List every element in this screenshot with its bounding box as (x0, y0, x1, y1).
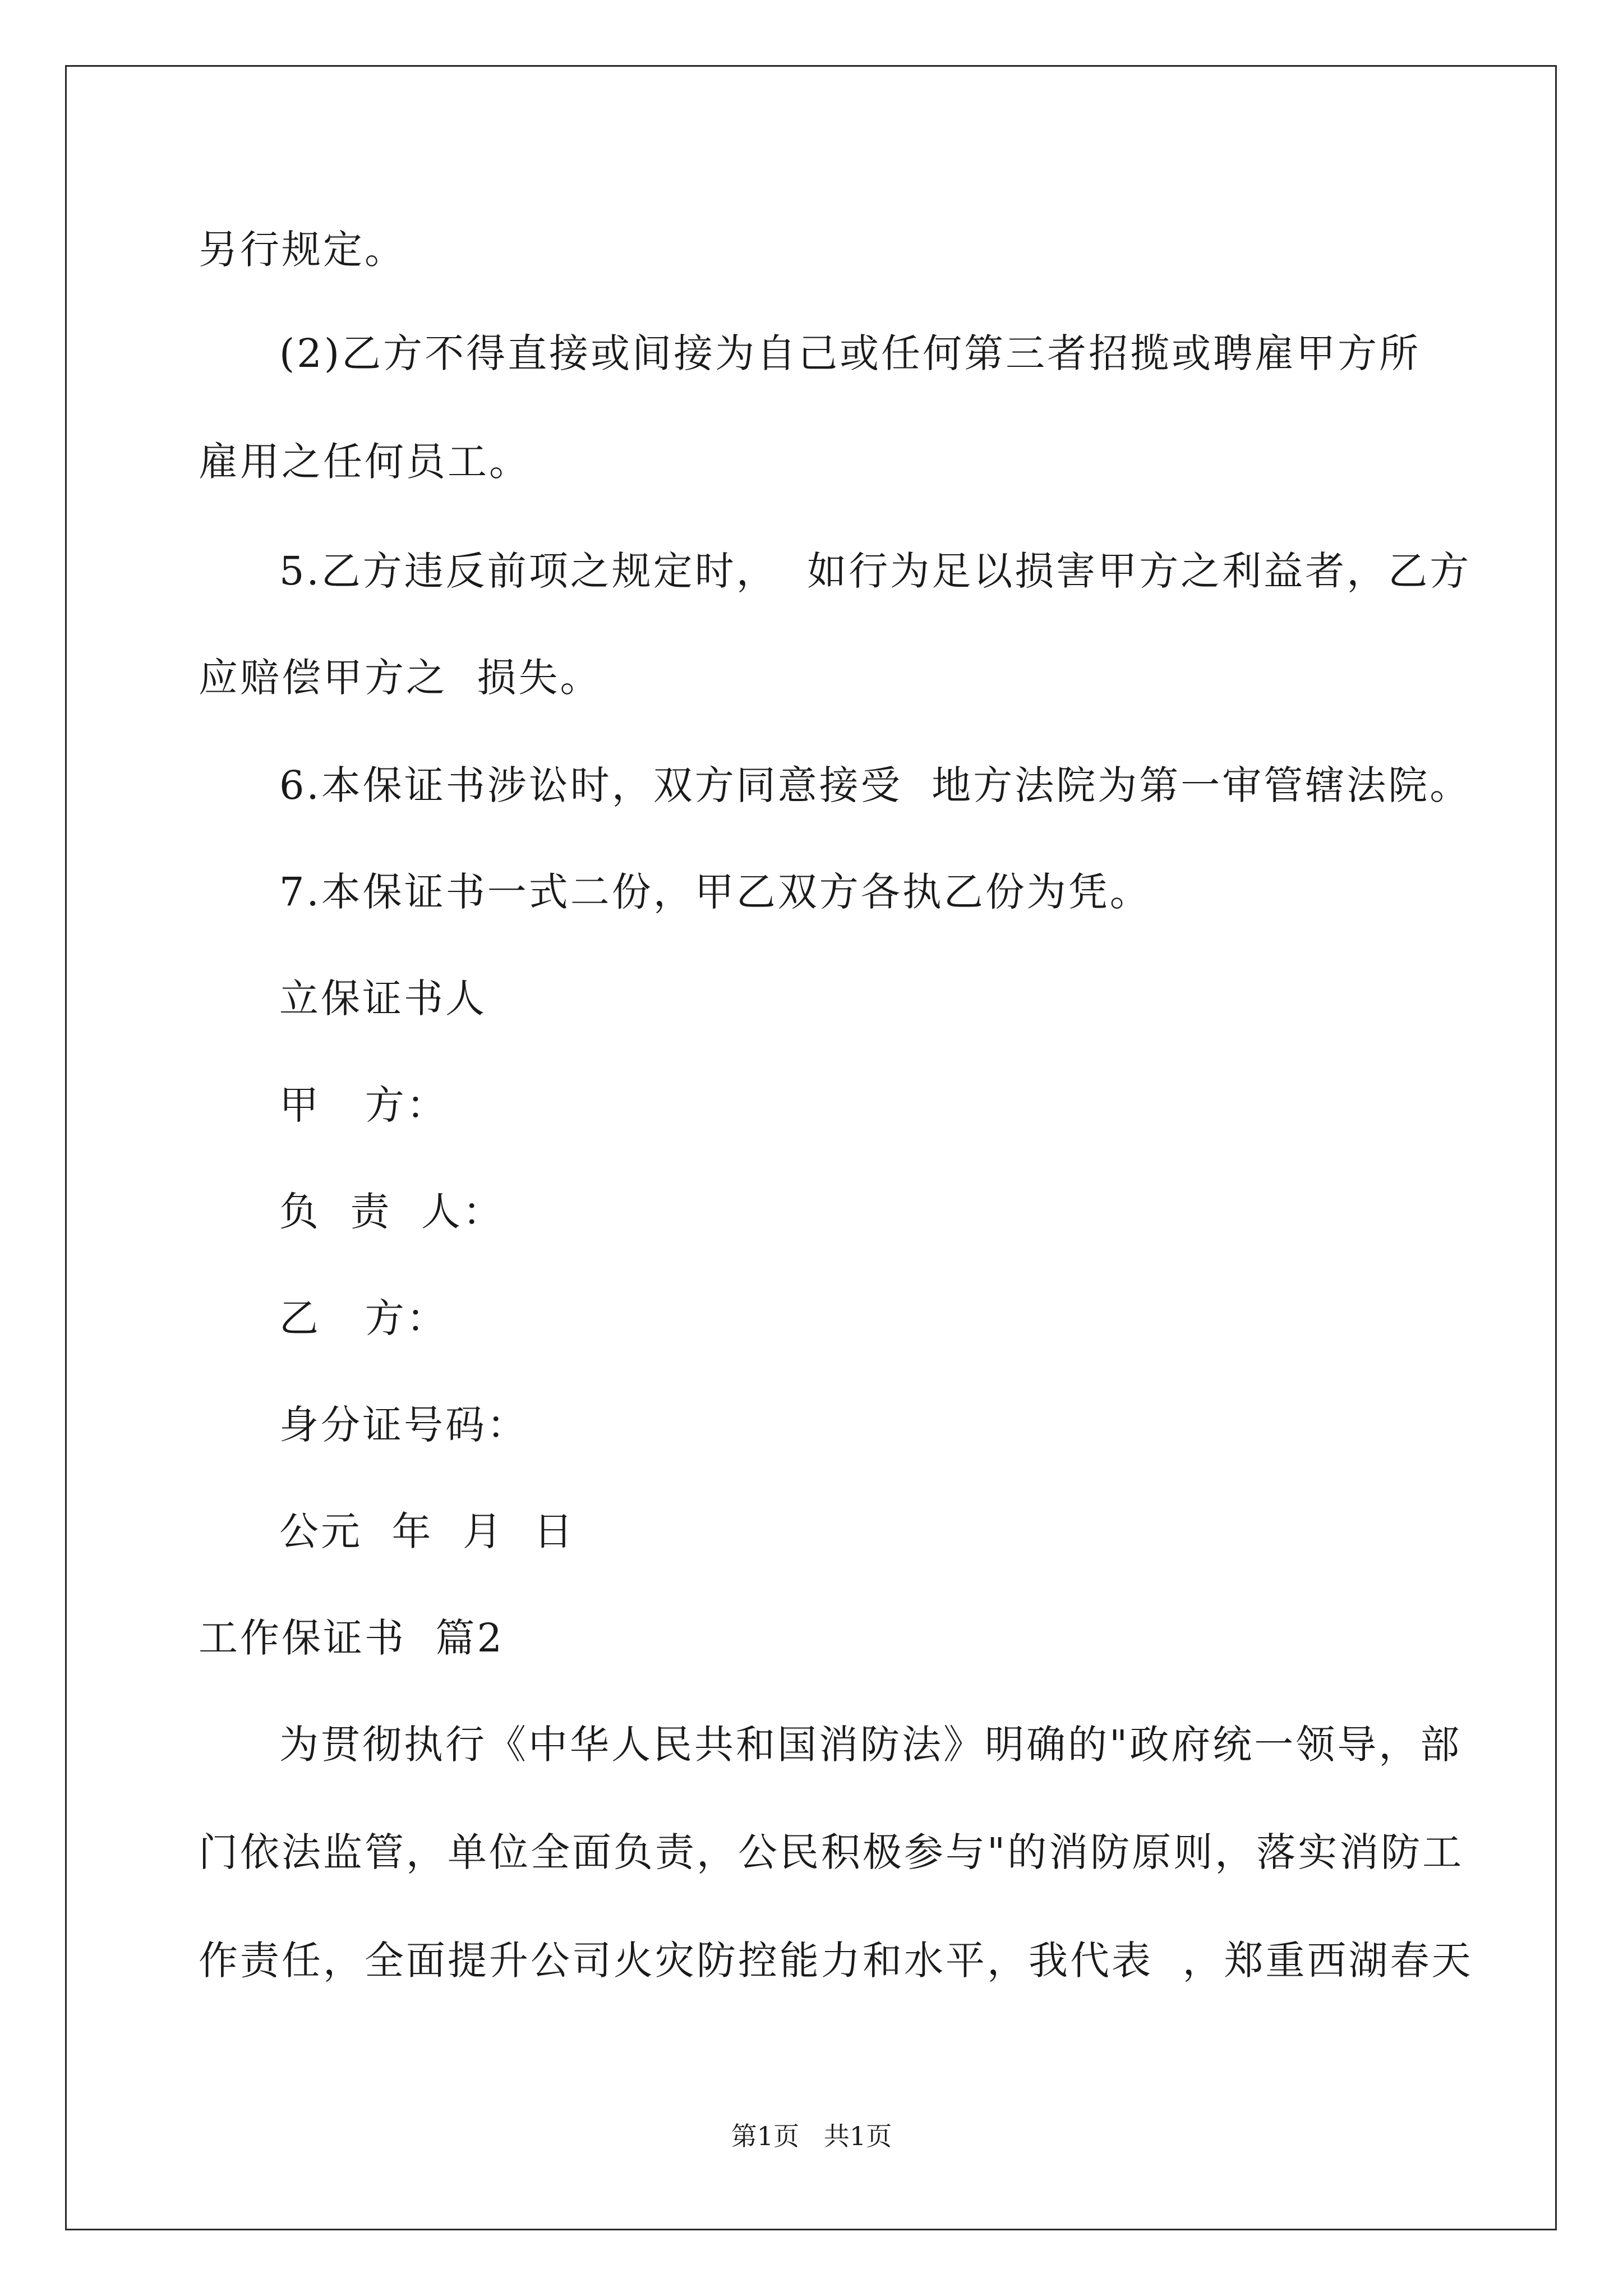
body-line: 乙 方： (279, 1295, 448, 1341)
body-line: 立保证书人 (279, 976, 487, 1022)
body-line: 作责任，全面提升公司火灾防控能力和水平，我代表 ，郑重西湖春天 (199, 1938, 1473, 1984)
body-line: 公元 年 月 日 (279, 1508, 575, 1554)
body-line: 雇用之任何员工。 (199, 439, 531, 485)
section-heading: 工作保证书 篇2 (199, 1615, 505, 1661)
body-line: 另行规定。 (199, 227, 406, 273)
page-footer: 第1页 共1页 (731, 2121, 892, 2151)
body-line: 负 责 人： (279, 1189, 505, 1235)
body-line: 7.本保证书一式二份，甲乙双方各执乙份为凭。 (279, 869, 1151, 915)
body-line: 5.乙方违反前项之规定时， 如行为足以损害甲方之利益者，乙方 (279, 548, 1472, 594)
body-line: 应赔偿甲方之 损失。 (199, 655, 602, 701)
page-border (65, 65, 1557, 2230)
body-line: 甲 方： (279, 1082, 448, 1128)
body-line: 身分证号码： (279, 1402, 528, 1448)
body-line: 门依法监管，单位全面负责，公民积极参与"的消防原则，落实消防工 (199, 1829, 1464, 1875)
body-line: 为贯彻执行《中华人民共和国消防法》明确的"政府统一领导，部 (279, 1722, 1462, 1768)
body-line: (2)乙方不得直接或间接为自己或任何第三者招揽或聘雇甲方所 (279, 330, 1421, 376)
body-line: 6.本保证书涉讼时，双方同意接受 地方法院为第一审管辖法院。 (279, 762, 1472, 808)
